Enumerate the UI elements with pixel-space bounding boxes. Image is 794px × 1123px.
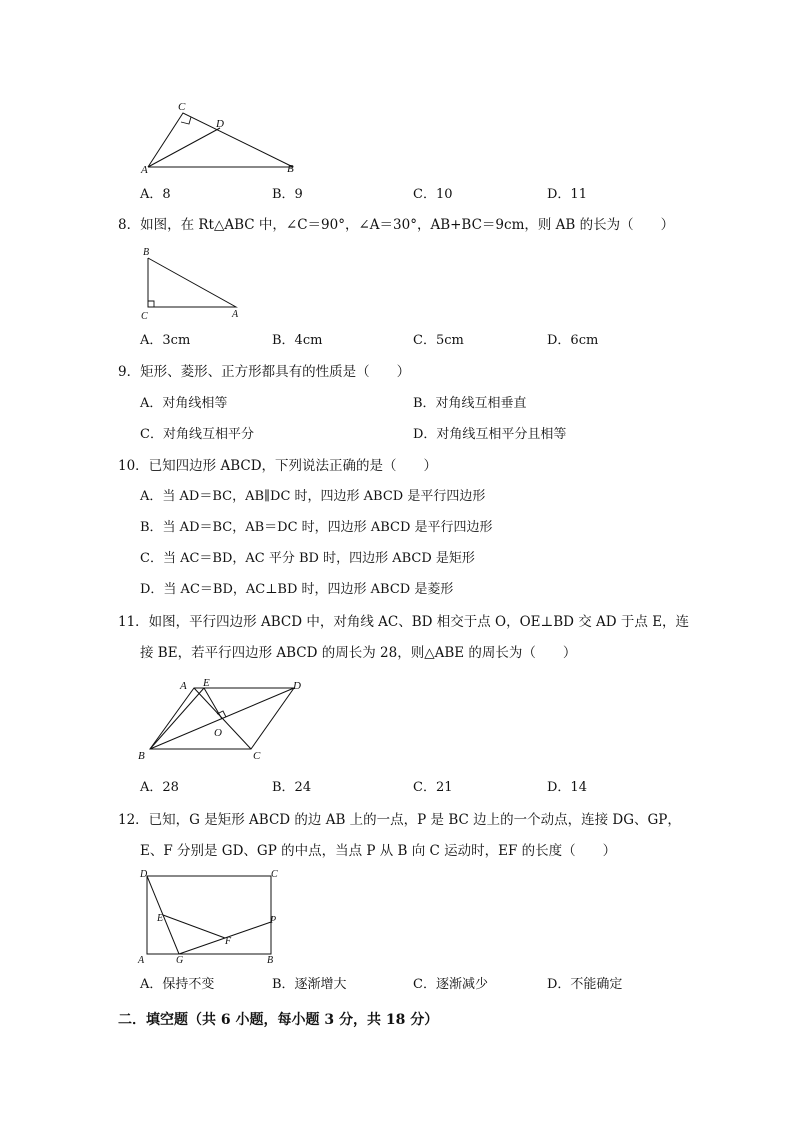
q7-option-d[interactable]: D．11 — [547, 187, 587, 202]
q12-rectangle-figure — [134, 866, 294, 968]
q7-triangle-figure — [140, 98, 310, 178]
q7-label-d: D — [216, 118, 224, 130]
q8-option-b[interactable]: B．4cm — [272, 333, 323, 348]
q12-label-p: P — [270, 915, 277, 926]
q12-option-c[interactable]: C．逐渐减少 — [413, 977, 488, 992]
q11-option-c[interactable]: C．21 — [413, 780, 453, 795]
q7-label-b: B — [287, 163, 294, 175]
q12-stem-line1: 12．已知，G 是矩形 ABCD 的边 AB 上的一点，P 是 BC 边上的一个动点，连接 DG、GP， — [118, 812, 681, 828]
q11-stem-line1: 11．如图，平行四边形 ABCD 中，对角线 AC、BD 相交于点 O，OE⊥BD 交 AD 于点 E，连 — [118, 614, 690, 630]
q7-option-b[interactable]: B．9 — [272, 187, 303, 202]
q12-option-a[interactable]: A．保持不变 — [140, 977, 215, 992]
q9-option-b[interactable]: B．对角线互相垂直 — [413, 396, 527, 411]
q8-option-a[interactable]: A．3cm — [140, 333, 191, 348]
section-2-heading: 二．填空题（共 6 小题，每小题 3 分，共 18 分） — [118, 1012, 439, 1028]
q8-label-b: B — [143, 247, 150, 258]
q11-label-e: E — [203, 677, 210, 689]
q12-label-e: E — [157, 913, 164, 924]
q11-parallelogram-figure — [130, 672, 320, 766]
q12-label-a: A — [138, 955, 145, 966]
q8-stem: 8．如图，在 Rt△ABC 中，∠C＝90°，∠A＝30°，AB+BC＝9cm，则 AB 的长为（ ） — [118, 217, 675, 233]
q11-option-b[interactable]: B．24 — [272, 780, 312, 795]
q10-option-c[interactable]: C．当 AC＝BD，AC 平分 BD 时，四边形 ABCD 是矩形 — [140, 551, 475, 566]
q11-label-o: O — [214, 727, 222, 739]
q12-label-b: B — [267, 955, 274, 966]
q8-label-a: A — [232, 309, 239, 320]
q7-option-c[interactable]: C．10 — [413, 187, 453, 202]
q8-option-d[interactable]: D．6cm — [547, 333, 599, 348]
q11-label-b: B — [138, 750, 145, 762]
q7-label-a: A — [141, 164, 148, 176]
q12-label-f: F — [225, 936, 232, 947]
q10-option-a[interactable]: A．当 AD＝BC，AB∥DC 时，四边形 ABCD 是平行四边形 — [140, 489, 486, 504]
q9-option-d[interactable]: D．对角线互相平分且相等 — [413, 427, 567, 442]
q9-option-a[interactable]: A．对角线相等 — [140, 396, 228, 411]
q8-option-c[interactable]: C．5cm — [413, 333, 464, 348]
q9-option-c[interactable]: C．对角线互相平分 — [140, 427, 254, 442]
q12-stem-line2: E、F 分别是 GD、GP 的中点，当点 P 从 B 向 C 运动时，EF 的长度（ ） — [140, 843, 617, 859]
q12-option-b[interactable]: B．逐渐增大 — [272, 977, 347, 992]
q8-label-c: C — [141, 311, 148, 322]
q11-stem-line2: 接 BE，若平行四边形 ABCD 的周长为 28，则△ABE 的周长为（ ） — [140, 645, 577, 661]
q9-stem: 9．矩形、菱形、正方形都具有的性质是（ ） — [118, 364, 411, 380]
q12-label-c: C — [271, 869, 278, 880]
q11-label-c: C — [253, 750, 261, 762]
q10-option-b[interactable]: B．当 AD＝BC，AB＝DC 时，四边形 ABCD 是平行四边形 — [140, 520, 493, 535]
q11-label-d: D — [293, 680, 301, 692]
q10-stem: 10．已知四边形 ABCD，下列说法正确的是（ ） — [118, 458, 438, 474]
q10-option-d[interactable]: D．当 AC＝BD，AC⊥BD 时，四边形 ABCD 是菱形 — [140, 582, 454, 597]
q12-option-d[interactable]: D．不能确定 — [547, 977, 623, 992]
q11-option-a[interactable]: A．28 — [140, 780, 179, 795]
q11-option-d[interactable]: D．14 — [547, 780, 587, 795]
q7-label-c: C — [178, 101, 186, 113]
q11-label-a: A — [180, 680, 187, 692]
q8-triangle-figure — [140, 244, 250, 322]
q7-option-a[interactable]: A．8 — [140, 187, 171, 202]
q12-label-d: D — [140, 869, 148, 880]
q12-label-g: G — [176, 955, 184, 966]
